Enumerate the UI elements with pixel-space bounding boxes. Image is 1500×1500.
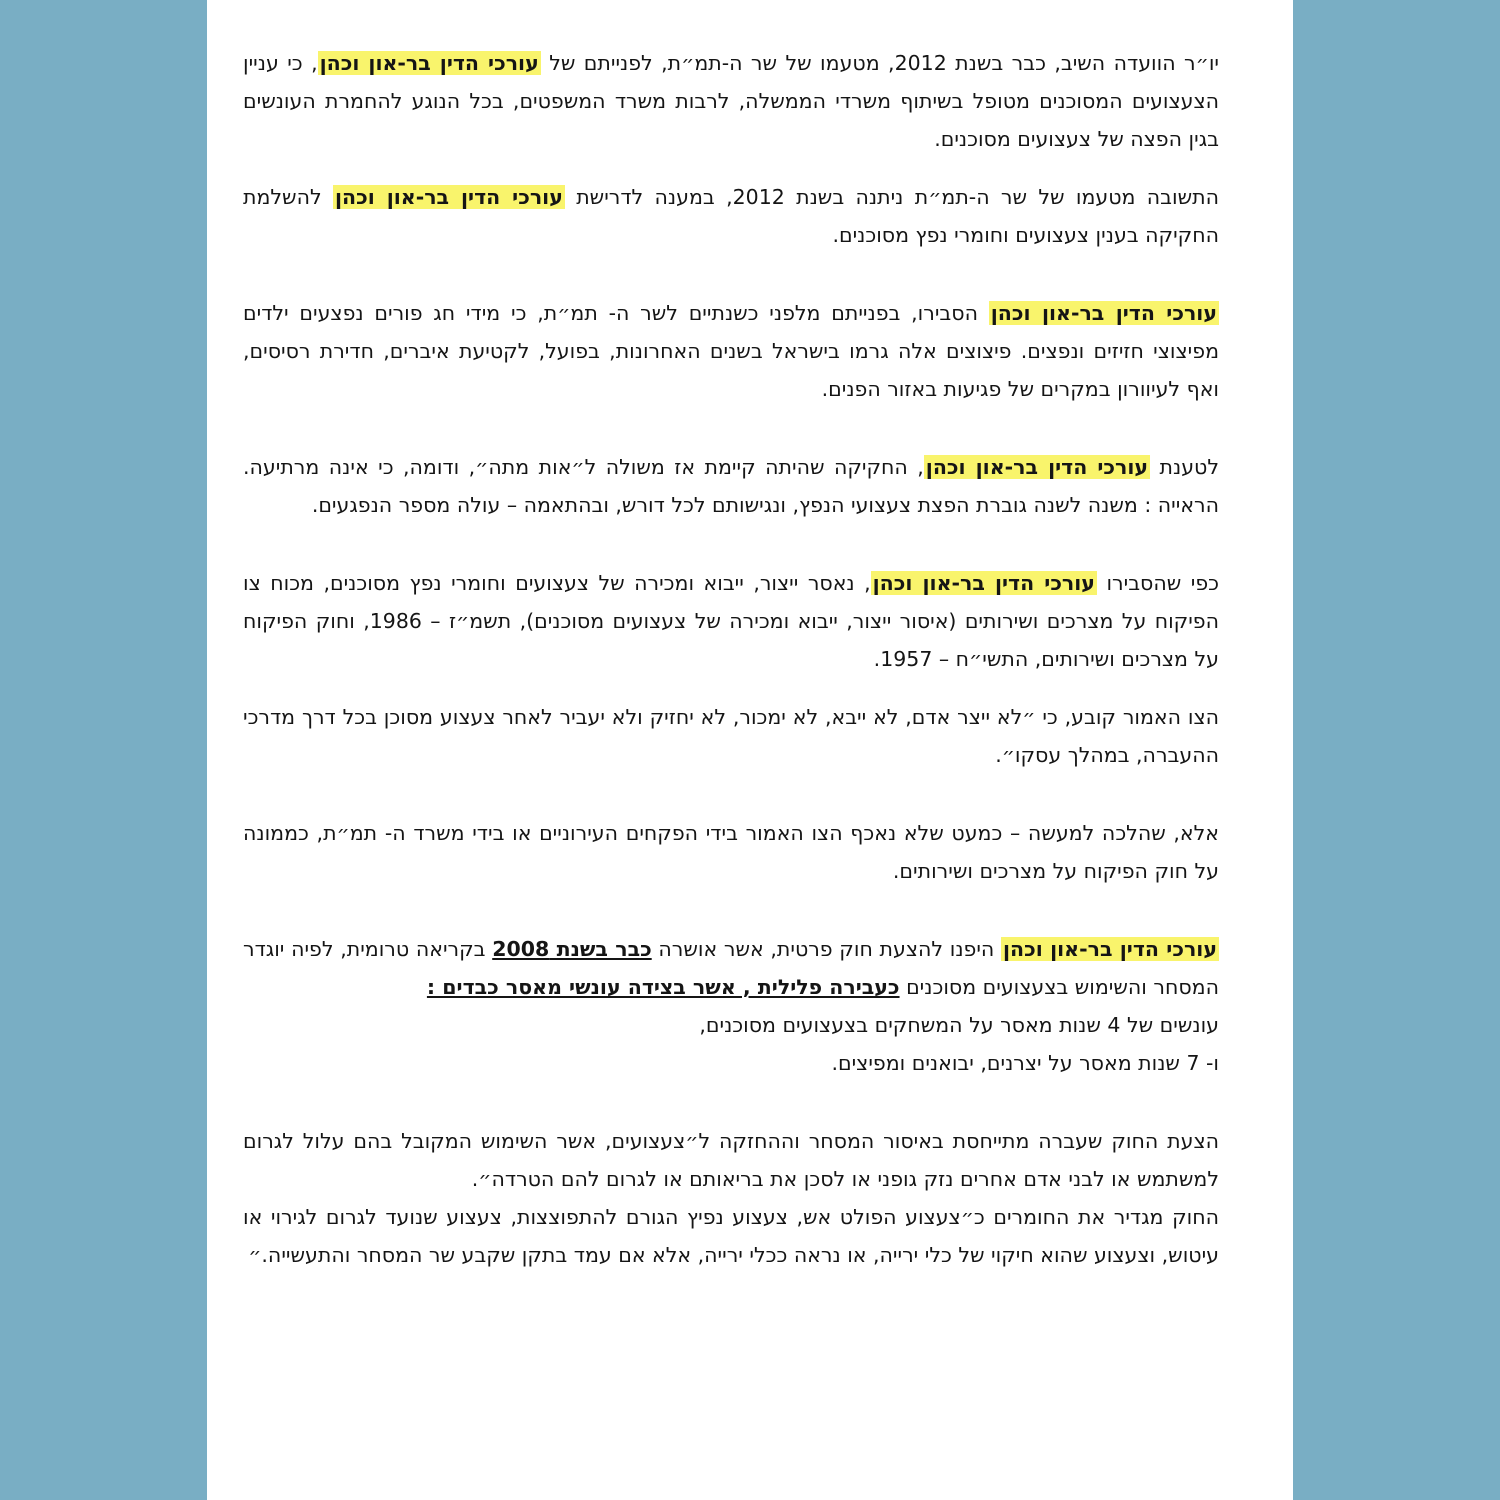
highlighted-lawyers-name: עורכי הדין בר-און וכהן (872, 571, 1095, 595)
paragraph-5-text-a: כפי שהסבירו (1106, 571, 1219, 595)
document-body (243, 44, 1219, 1274)
underlined-criminal-offense-phrase: כעבירה פלילית , אשר בצידה עונשי מאסר כבדים : (426, 975, 900, 999)
penalty-line-2: ו- 7 שנות מאסר על יצרנים, יבואנים ומפיצים. (831, 1051, 1219, 1075)
penalty-line-1: עונשים של 4 שנות מאסר על המשחקים בצעצועים מסוכנים, (699, 1013, 1219, 1037)
highlighted-lawyers-name: עורכי הדין בר-און וכהן (319, 51, 539, 75)
paragraph-6: הצו האמור קובע, כי ״לא ייצר אדם, לא ייבא, לא ימכור, לא יחזיק ולא יעביר לאחר צעצוע מסוכן בכל דרך מדרכי ההעברה, במהלך עסקו״. (243, 705, 1219, 767)
paragraph-3 (243, 294, 1219, 408)
paragraph-7: אלא, שהלכה למעשה – כמעט שלא נאכף הצו האמור בידי הפקחים העירוניים או בידי משרד ה- תמ״ת, כממונה על חוק הפיקוח על מצרכים ושירותים. (243, 821, 1219, 883)
paragraph-1-text-a: יו״ר הוועדה השיב, כבר בשנת 2012, מטעמו של שר ה-תמ״ת, לפנייתם של (549, 51, 1219, 75)
paragraph-4-text-a: לטענת (1159, 455, 1219, 479)
paragraph-2-text-b: להשלמת החקיקה בענין צעצועים וחומרי נפץ מסוכנים. (243, 185, 1219, 247)
paragraph-2 (243, 178, 1219, 254)
paragraph-1-text-b: , כי עניין הצעצועים המסוכנים מטופל בשיתוף משרדי הממשלה, לרבות משרד המשפטים, בכל הנוגע להחמרת העונשים בגין הפצה של צעצועים מסוכנים. (243, 51, 1219, 151)
paragraph-4-text-b: , החקיקה שהיתה קיימת אז משולה ל״אות מתה״, ודומה, כי אינה מרתיעה. הראייה : משנה לשנה גוברת הפצת צעצועי הנפץ, ונגישותם לכל דורש, ובהתאמה – עולה מספר הנפגעים. (243, 455, 1219, 517)
underlined-year-phrase: כבר בשנת 2008 (492, 937, 652, 961)
paragraph-5-text-b: , נאסר ייצור, ייבוא ומכירה של צעצועים וחומרי נפץ מסוכנים, מכוח צו הפיקוח על מצרכים ושירותים (איסור ייצור, ייבוא ומכירה של צעצועים מסוכנים), תשמ״ז – 1986, וחוק הפיקוח על מצרכים ושירותים, התשי״ח – 1957. (243, 571, 1219, 671)
scanned-document-page (207, 0, 1293, 1500)
paragraph-4 (243, 448, 1219, 524)
paragraph-9: הצעת החוק שעברה מתייחסת באיסור המסחר וההחזקה ל״צעצועים, אשר השימוש המקובל בהם עלול לגרום למשתמש או לבני אדם אחרים נזק גופני או לסכן את בריאותם או לגרום להם הטרדה״. (243, 1129, 1219, 1191)
highlighted-lawyers-name: עורכי הדין בר-און וכהן (1003, 937, 1217, 961)
paragraph-10: החוק מגדיר את החומרים כ״צעצוע הפולט אש, צעצוע נפיץ הגורם להתפוצצות, צעצוע שנועד לגרום לגירוי או עיטוש, וצעצוע שהוא חיקוי של כלי ירייה, או נראה ככלי ירייה, אלא אם עמד בתקן שקבע שר המסחר והתעשייה.״ (243, 1205, 1219, 1267)
highlighted-lawyers-name: עורכי הדין בר-און וכהן (925, 455, 1149, 479)
paragraph-1 (243, 44, 1219, 158)
paragraph-2-text-a: התשובה מטעמו של שר ה-תמ״ת ניתנה בשנת 2012, במענה לדרישת (576, 185, 1219, 209)
paragraph-5 (243, 564, 1219, 678)
paragraph-3-text: הסבירו, בפנייתם מלפני כשנתיים לשר ה- תמ״ת, כי מידי חג פורים נפצעים ילדים מפיצוצי חזיזים ונפצים. פיצוצים אלה גרמו בישראל בשנים האחרונות, בפועל, לקטיעת איברים, חדירת רסיסים, ואף לעיוורון במקרים של פגיעות באזור הפנים. (243, 301, 1219, 401)
highlighted-lawyers-name: עורכי הדין בר-און וכהן (334, 185, 563, 209)
paragraph-8 (243, 930, 1219, 1006)
paragraph-8-text-b: בקריאה טרומית, לפיה יוגדר המסחר והשימוש בצעצועים מסוכנים (243, 937, 1219, 999)
highlighted-lawyers-name: עורכי הדין בר-און וכהן (990, 301, 1217, 325)
paragraph-8-text-a: היפנו להצעת חוק פרטית, אשר אושרה (658, 937, 995, 961)
